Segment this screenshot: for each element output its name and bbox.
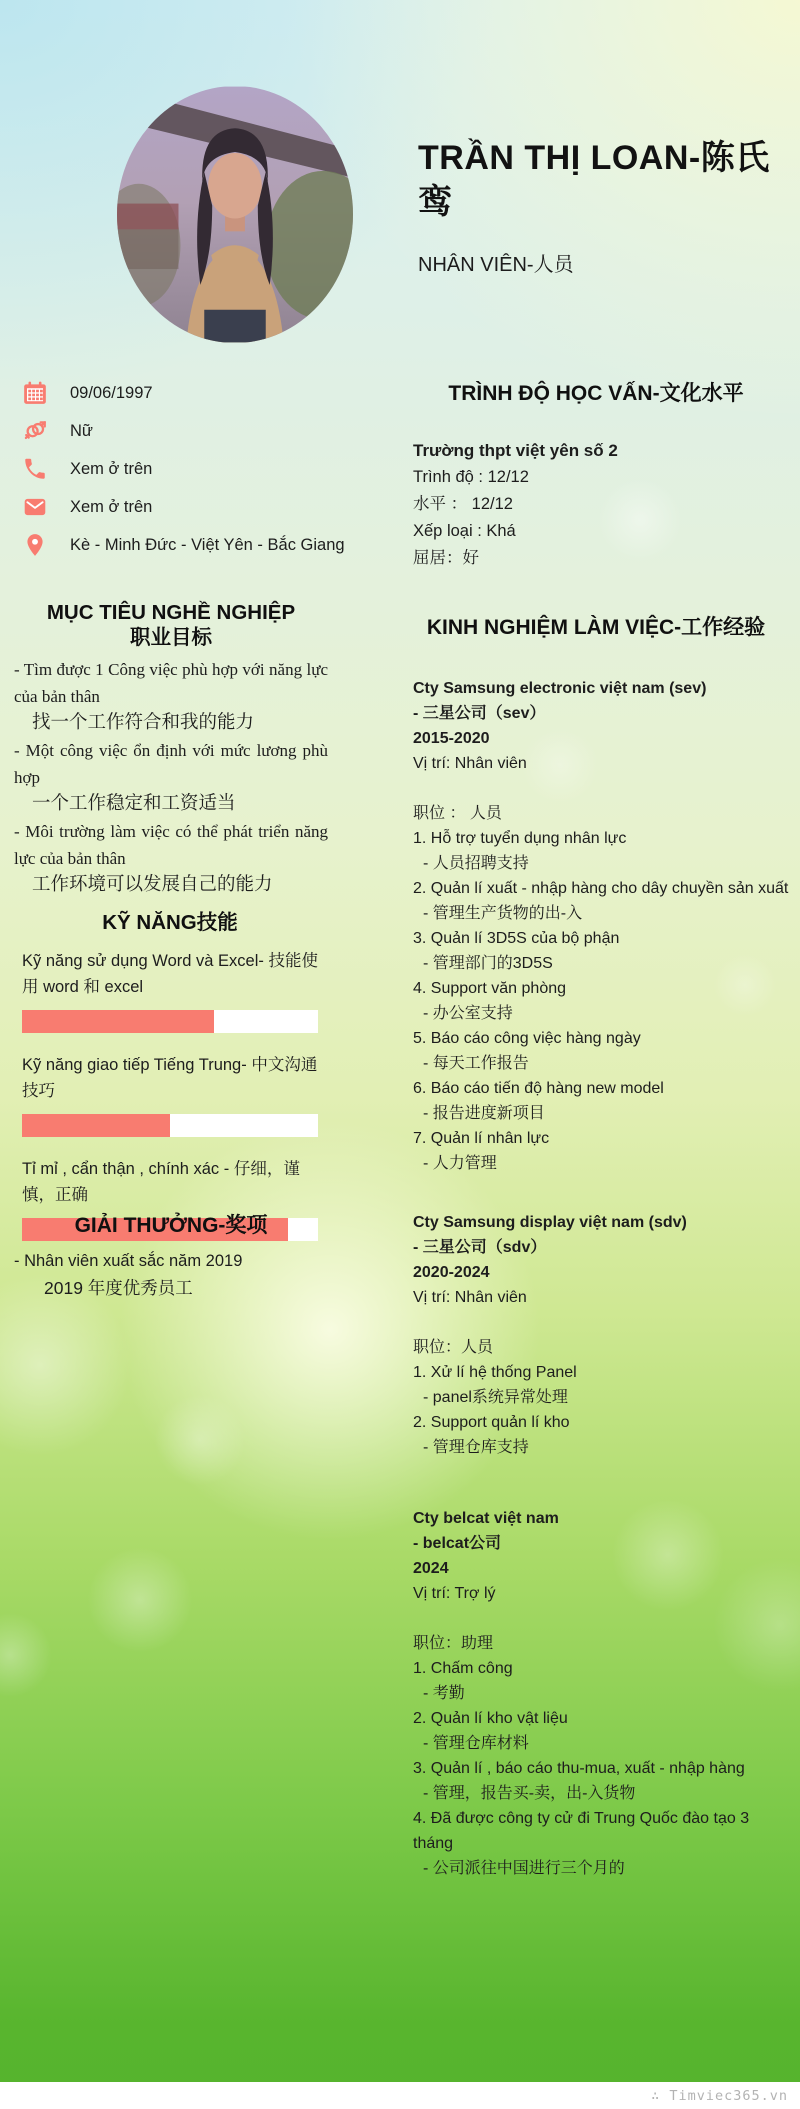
objective-heading-zh: 职业目标 (130, 626, 212, 649)
contact-row-gender (22, 418, 332, 444)
job-company-vi: Cty Samsung display việt nam (sdv) (413, 1214, 687, 1231)
job-period: 2020-2024 (413, 1264, 490, 1281)
job-duty-zh: - 人员招聘支持 (423, 855, 529, 872)
email-icon (22, 494, 48, 520)
experience-heading: KINH NGHIỆM LÀM VIỆC-工作经验 (426, 616, 766, 639)
person-name: TRẦN THỊ LOAN-陈氏鸾 (418, 139, 770, 221)
job-position: Vị trí: Nhân viên (413, 755, 527, 772)
job-position-zh: 职位：助理 (413, 1635, 494, 1652)
contact-dob-value: 09/06/1997 (70, 383, 153, 402)
job-company-zh: - belcat公司 (413, 1535, 502, 1552)
job-duty-zh: - 办公室支持 (423, 1005, 513, 1022)
job-samsung-display (400, 1210, 792, 1460)
section-objective (14, 600, 328, 899)
skill-bar-fill (22, 1114, 170, 1137)
profile-photo (117, 86, 353, 343)
location-icon (22, 532, 48, 558)
job-company-zh: - 三星公司（sdv） (413, 1239, 547, 1256)
job-duty-zh: - 报告进度新项目 (423, 1105, 545, 1122)
job-position-zh: 职位 ： 人员 (413, 805, 502, 822)
gender-icon (22, 418, 48, 444)
job-duty-vi: 4. Support văn phòng (413, 980, 567, 997)
job-duty-zh: - 管理仓库材料 (423, 1735, 529, 1752)
skill-label: Kỹ năng giao tiếp Tiếng Trung- 中文沟通技巧 (22, 1056, 318, 1100)
job-duty-zh: - 管理仓库支持 (423, 1439, 529, 1456)
job-duty-vi: 1. Chấm công (413, 1660, 513, 1677)
education-body (400, 437, 792, 572)
objective-body (14, 656, 328, 899)
objective-item-zh: 找一个工作符合和我的能力 (32, 713, 255, 733)
skill-bar-fill (22, 1010, 214, 1033)
education-line: 屈居：好 (413, 549, 479, 567)
job-company-zh: - 三星公司（sev） (413, 705, 546, 722)
job-duty-zh: - 管理部门的3D5S (423, 955, 553, 972)
skill-bar-track (22, 1114, 318, 1137)
skill-bar-track (22, 1010, 318, 1033)
job-period: 2015-2020 (413, 730, 490, 747)
skill-label: Tỉ mỉ , cẩn thận , chính xác - 仔细，谨慎，正确 (22, 1160, 300, 1204)
job-duty-vi: 3. Quản lí , báo cáo thu-mua, xuất - nhập hàng (413, 1760, 745, 1777)
job-duty-zh: - 管理，报告买-卖，出-入货物 (423, 1785, 636, 1802)
contact-email-value: Xem ở trên (70, 497, 153, 516)
objective-item-zh: 一个工作稳定和工资适当 (32, 794, 236, 814)
job-position: Vị trí: Nhân viên (413, 1289, 527, 1306)
contact-address-value: Kè - Minh Đức - Việt Yên - Bắc Giang (70, 535, 345, 554)
section-awards (14, 1212, 328, 1302)
education-line: 水平 ： 12/12 (413, 495, 513, 513)
objective-item-vi: - Môi trường làm việc có thể phát triển năng lực của bản thân (14, 822, 328, 868)
section-education (400, 380, 792, 572)
job-duty-vi: 2. Quản lí xuất - nhập hàng cho dây chuyền sản xuất (413, 880, 789, 897)
job-duty-vi: 7. Quản lí nhân lực (413, 1130, 550, 1147)
job-duty-zh: - 考勤 (423, 1685, 465, 1702)
person-title: NHÂN VIÊN-人员 (418, 254, 574, 276)
job-position-zh: 职位：人员 (413, 1339, 494, 1356)
contact-row-phone (22, 456, 332, 482)
job-duty-vi: 1. Hỗ trợ tuyển dụng nhân lực (413, 830, 627, 847)
job-duty-zh: - panel系统异常处理 (423, 1389, 568, 1406)
award-line: 2019 年度优秀员工 (44, 1278, 193, 1298)
skills-heading: KỸ NĂNG技能 (102, 911, 238, 934)
contact-row-dob (22, 380, 332, 406)
award-line: - Nhân viên xuất sắc năm 2019 (14, 1252, 243, 1270)
job-duty-vi: 6. Báo cáo tiến độ hàng new model (413, 1080, 664, 1097)
job-duty-vi: 5. Báo cáo công việc hàng ngày (413, 1030, 641, 1047)
section-skills (22, 910, 318, 1241)
job-duty-zh: - 管理生产货物的出-入 (423, 905, 583, 922)
job-duty-zh: - 每天工作报告 (423, 1055, 529, 1072)
job-duty-vi: 4. Đã được công ty cử đi Trung Quốc đào tạo 3 tháng (413, 1810, 750, 1852)
job-duty-vi: 1. Xử lí hệ thống Panel (413, 1364, 577, 1381)
job-duty-zh: - 人力管理 (423, 1155, 497, 1172)
job-position: Vị trí: Trợ lý (413, 1585, 496, 1602)
calendar-icon (22, 380, 48, 406)
section-experience (400, 614, 792, 1881)
job-samsung-electronic (400, 676, 792, 1176)
phone-icon (22, 456, 48, 482)
job-duty-zh: - 公司派往中国进行三个月的 (423, 1860, 625, 1877)
education-heading: TRÌNH ĐỘ HỌC VẤN-文化水平 (448, 382, 744, 405)
job-period: 2024 (413, 1560, 449, 1577)
objective-item-vi: - Tìm được 1 Công việc phù hợp với năng lực của bản thân (14, 660, 328, 706)
contact-phone-value: Xem ở trên (70, 459, 153, 478)
education-line: Trình độ : 12/12 (413, 468, 529, 486)
education-line: Xếp loại : Khá (413, 522, 516, 540)
awards-heading: GIẢI THƯỞNG-奖项 (74, 1214, 268, 1237)
header-block (418, 136, 790, 278)
profile-photo-illustration (117, 86, 353, 343)
objective-item-zh: 工作环境可以发展自己的能力 (32, 875, 273, 895)
contact-row-address (22, 532, 345, 558)
job-duty-vi: 2. Support quản lí kho (413, 1414, 570, 1431)
contact-info (22, 380, 345, 570)
job-company-vi: Cty Samsung electronic việt nam (sev) (413, 680, 707, 697)
job-company-vi: Cty belcat việt nam (413, 1510, 559, 1527)
skill-label: Kỹ năng sử dụng Word và Excel- 技能使用 word 和 excel (22, 952, 318, 996)
contact-gender-value: Nữ (70, 421, 93, 440)
job-duty-vi: 3. Quản lí 3D5S của bộ phận (413, 930, 620, 947)
objective-heading-vi: MỤC TIÊU NGHỀ NGHIỆP (46, 601, 296, 624)
footer-bar (0, 2082, 800, 2109)
job-duty-vi: 2. Quản lí kho vật liệu (413, 1710, 568, 1727)
job-belcat (400, 1506, 792, 1881)
contact-row-email (22, 494, 332, 520)
education-school: Trường thpt việt yên số 2 (413, 441, 618, 460)
objective-item-vi: - Một công việc ổn định với mức lương phù hợp (14, 741, 328, 787)
watermark-text: ∴ Timviec365.vn (651, 2087, 788, 2104)
